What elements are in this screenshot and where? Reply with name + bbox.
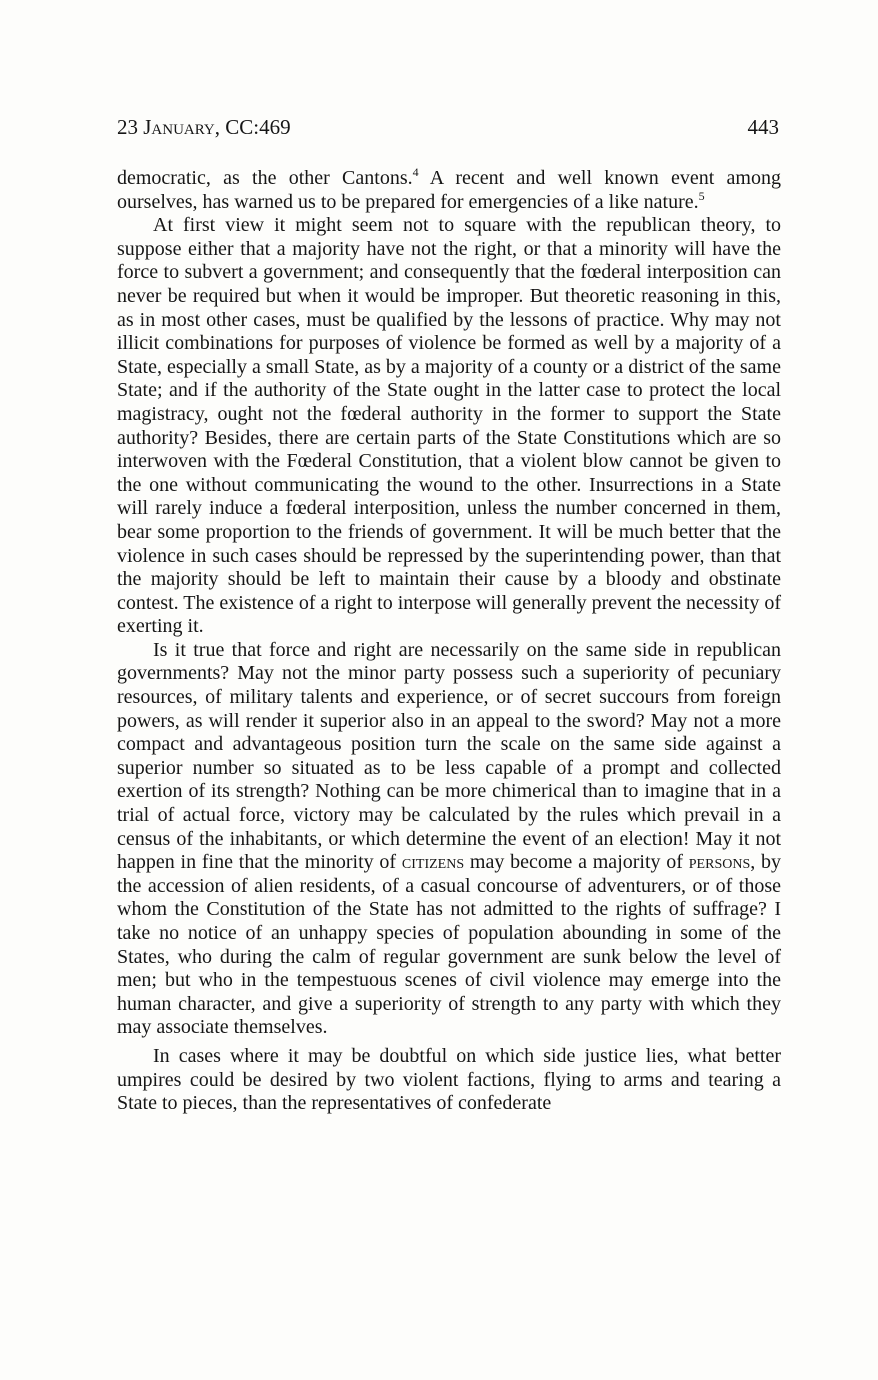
- header-month: January: [143, 115, 215, 139]
- paragraph-1: [117, 167, 781, 214]
- page-number: 443: [747, 115, 779, 139]
- paragraph-3-text-b: may become a majority of: [464, 851, 689, 874]
- paragraph-2: At first view it might seem not to square with the republican theory, to suppose either that a majority have not the right, or that a minority will have the force to subvert a government; and consequently that the fœderal interposition can never be required but when it would be improper. But theoretic reasoning in this, as in most other cases, must be qualified by the lessons of practice. Why may not illicit combinations for purposes of violence be formed as well by a majority of a State, especially a small State, as by a majority of a county or a district of the same State; and if the authority of the State ought in the latter case to protect the local magistracy, ought not the fœderal authority in the former to support the State authority? Besides, there are certain parts of the State Constitutions which are so interwoven with the Fœderal Constitution, that a violent blow cannot be given to the one without communicating the wound to the other. Insurrections in a State will rarely induce a fœderal interposition, unless the number concerned in them, bear some proportion to the friends of government. It will be much better that the violence in such cases should be repressed by the superintending power, than that the majority should be left to maintain their cause by a bloody and obstinate contest. The existence of a right to interpose will generally prevent the necessity of exerting it.: [117, 214, 781, 638]
- running-head: [117, 113, 779, 141]
- header-doc-ref: , CC:469: [214, 115, 291, 139]
- paragraph-3: [117, 639, 781, 1040]
- footnote-ref-4: 4: [412, 165, 419, 179]
- paragraph-3-text-a: Is it true that force and right are necessarily on the same side in republican governments? May not the minor party possess such a superiority of pecuniary resources, of military talents and experience, or of secret succours from foreign powers, as will render it superior also in an appeal to the sword? May not a more compact and advantageous position turn the scale on the same side against a superior number so situated as to be less capable of a prompt and collected exertion of its strength? Nothing can be more chimerical than to imagine that in a trial of actual force, victory may be calculated by the rules which prevail in a census of the inhabitants, or which determine the event of an election! May it not happen in fine that the minority of: [117, 638, 781, 874]
- body-text: [117, 167, 781, 1116]
- small-caps-citizens: citizens: [401, 851, 465, 874]
- running-head-title: [117, 113, 291, 141]
- small-caps-persons: persons: [688, 851, 751, 874]
- footnote-ref-5: 5: [698, 188, 705, 203]
- paragraph-1-text-a: democratic, as the other Cantons.: [117, 167, 413, 189]
- paragraph-1-text-b: A recent and well known event among ourselves, has warned us to be prepared for emergencies of a like nature.: [117, 167, 781, 213]
- header-date: 23: [117, 115, 144, 139]
- paragraph-3-text-c: , by the accession of alien residents, of a casual concourse of adventurers, or of those whom the Constitution of the State has not admitted to the rights of suffrage? I take no notice of an unhappy species of population abounding in some of the States, who during the calm of regular government are sunk below the level of men; but who in the tempestuous scenes of civil violence may emerge into the human character, and give a superiority of strength to any party with which they may associate themselves.: [117, 851, 782, 1039]
- paragraph-4: In cases where it may be doubtful on which side justice lies, what better umpires could be desired by two violent factions, flying to arms and tearing a State to pieces, than the representatives of confederate: [117, 1044, 781, 1115]
